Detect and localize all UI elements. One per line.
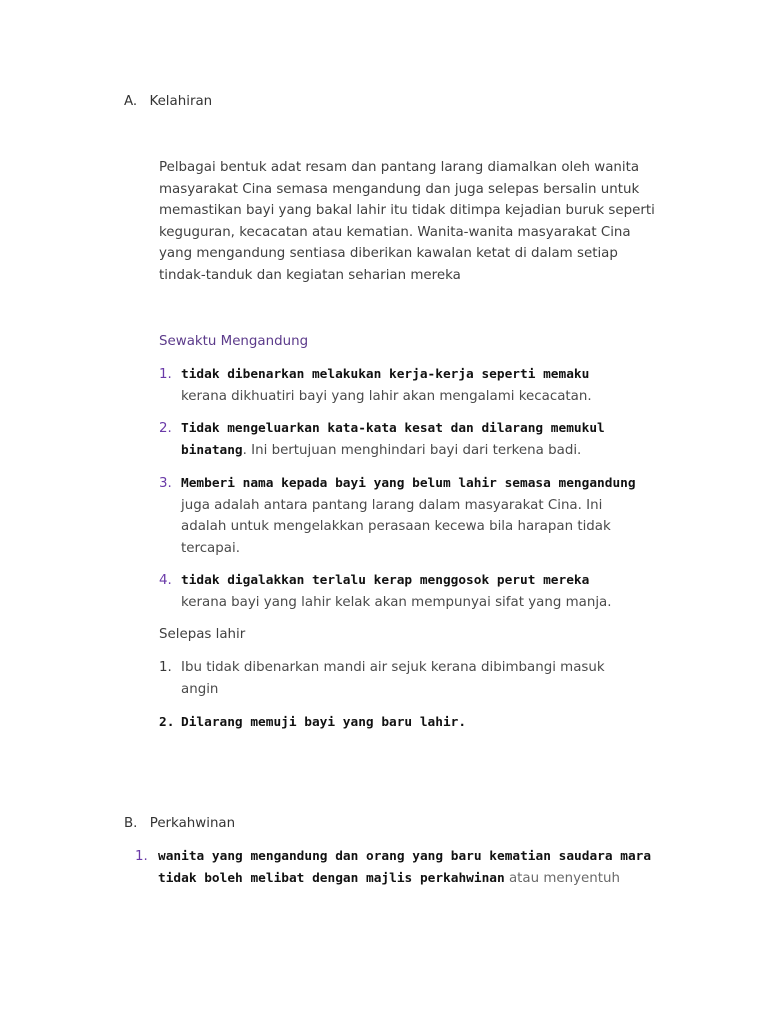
list-item-bold: wanita yang mengandung dan orang yang baru kematian saudara mara tidak boleh melibat dengan majlis perkahwinan bbox=[158, 849, 652, 886]
list-item-bold: Memberi nama kepada bayi yang belum lahir semasa mengandung bbox=[181, 476, 636, 491]
list-item-bold: tidak digalakkan terlalu kerap menggosok perut mereka bbox=[181, 573, 590, 588]
list-number: 1. bbox=[159, 367, 172, 382]
list-number: 2. bbox=[159, 715, 175, 730]
list-item bbox=[159, 473, 639, 559]
list-item bbox=[159, 570, 639, 613]
list-item-text: kerana dikhuatiri bayi yang lahir akan mengalami kecacatan. bbox=[181, 388, 592, 404]
list-item-bold: Dilarang memuji bayi yang baru lahir. bbox=[181, 715, 467, 730]
section-a-title: Kelahiran bbox=[149, 94, 213, 109]
list-item-text: juga adalah antara pantang larang dalam masyarakat Cina. Ini adalah untuk mengelakkan perasaan kecewa bila harapan tidak tercapai. bbox=[181, 497, 611, 556]
section-a-paragraph: Pelbagai bentuk adat resam dan pantang larang diamalkan oleh wanita masyarakat Cina semasa mengandung dan juga selepas bersalin untuk memastikan bayi yang bakal lahir itu tidak ditimpa kejadian buruk seperti keguguran, kecacatan atau kematian. Wanita-wanita masyarakat Cina yang mengandung sentiasa diberikan kawalan ketat di dalam setiap tindak-tanduk dan kegiatan seharian mereka bbox=[159, 160, 655, 283]
list-item bbox=[159, 364, 639, 407]
section-b-marker: B. bbox=[124, 816, 138, 831]
list-item bbox=[135, 846, 655, 889]
list-item bbox=[159, 712, 639, 734]
list-number: 1. bbox=[159, 660, 172, 675]
list-item-bold: tidak dibenarkan melakukan kerja-kerja seperti memaku bbox=[181, 367, 590, 382]
list-item-text: . Ini bertujuan menghindari bayi dari terkena badi. bbox=[242, 442, 582, 458]
list-number: 1. bbox=[135, 849, 148, 864]
list-number: 3. bbox=[159, 476, 172, 491]
list-number: 4. bbox=[159, 573, 172, 588]
list-item-text: Ibu tidak dibenarkan mandi air sejuk kerana dibimbangi masuk angin bbox=[181, 660, 605, 697]
list-item bbox=[159, 657, 639, 700]
list-item-text: kerana bayi yang lahir kelak akan mempunyai sifat yang manja. bbox=[181, 594, 612, 610]
list-item-text: atau menyentuh bbox=[504, 870, 621, 886]
section-a-marker: A. bbox=[124, 94, 138, 109]
list-item bbox=[159, 418, 639, 461]
selepas-lahir-subheading: Selepas lahir bbox=[159, 627, 246, 642]
section-b-title: Perkahwinan bbox=[149, 816, 236, 831]
section-a-heading bbox=[124, 91, 212, 113]
list-item-bold: Tidak mengeluarkan kata-kata kesat dan dilarang memukul binatang bbox=[181, 421, 605, 458]
list-number: 2. bbox=[159, 421, 172, 436]
section-b-heading bbox=[124, 813, 235, 835]
sewaktu-mengandung-subheading: Sewaktu Mengandung bbox=[159, 334, 309, 349]
